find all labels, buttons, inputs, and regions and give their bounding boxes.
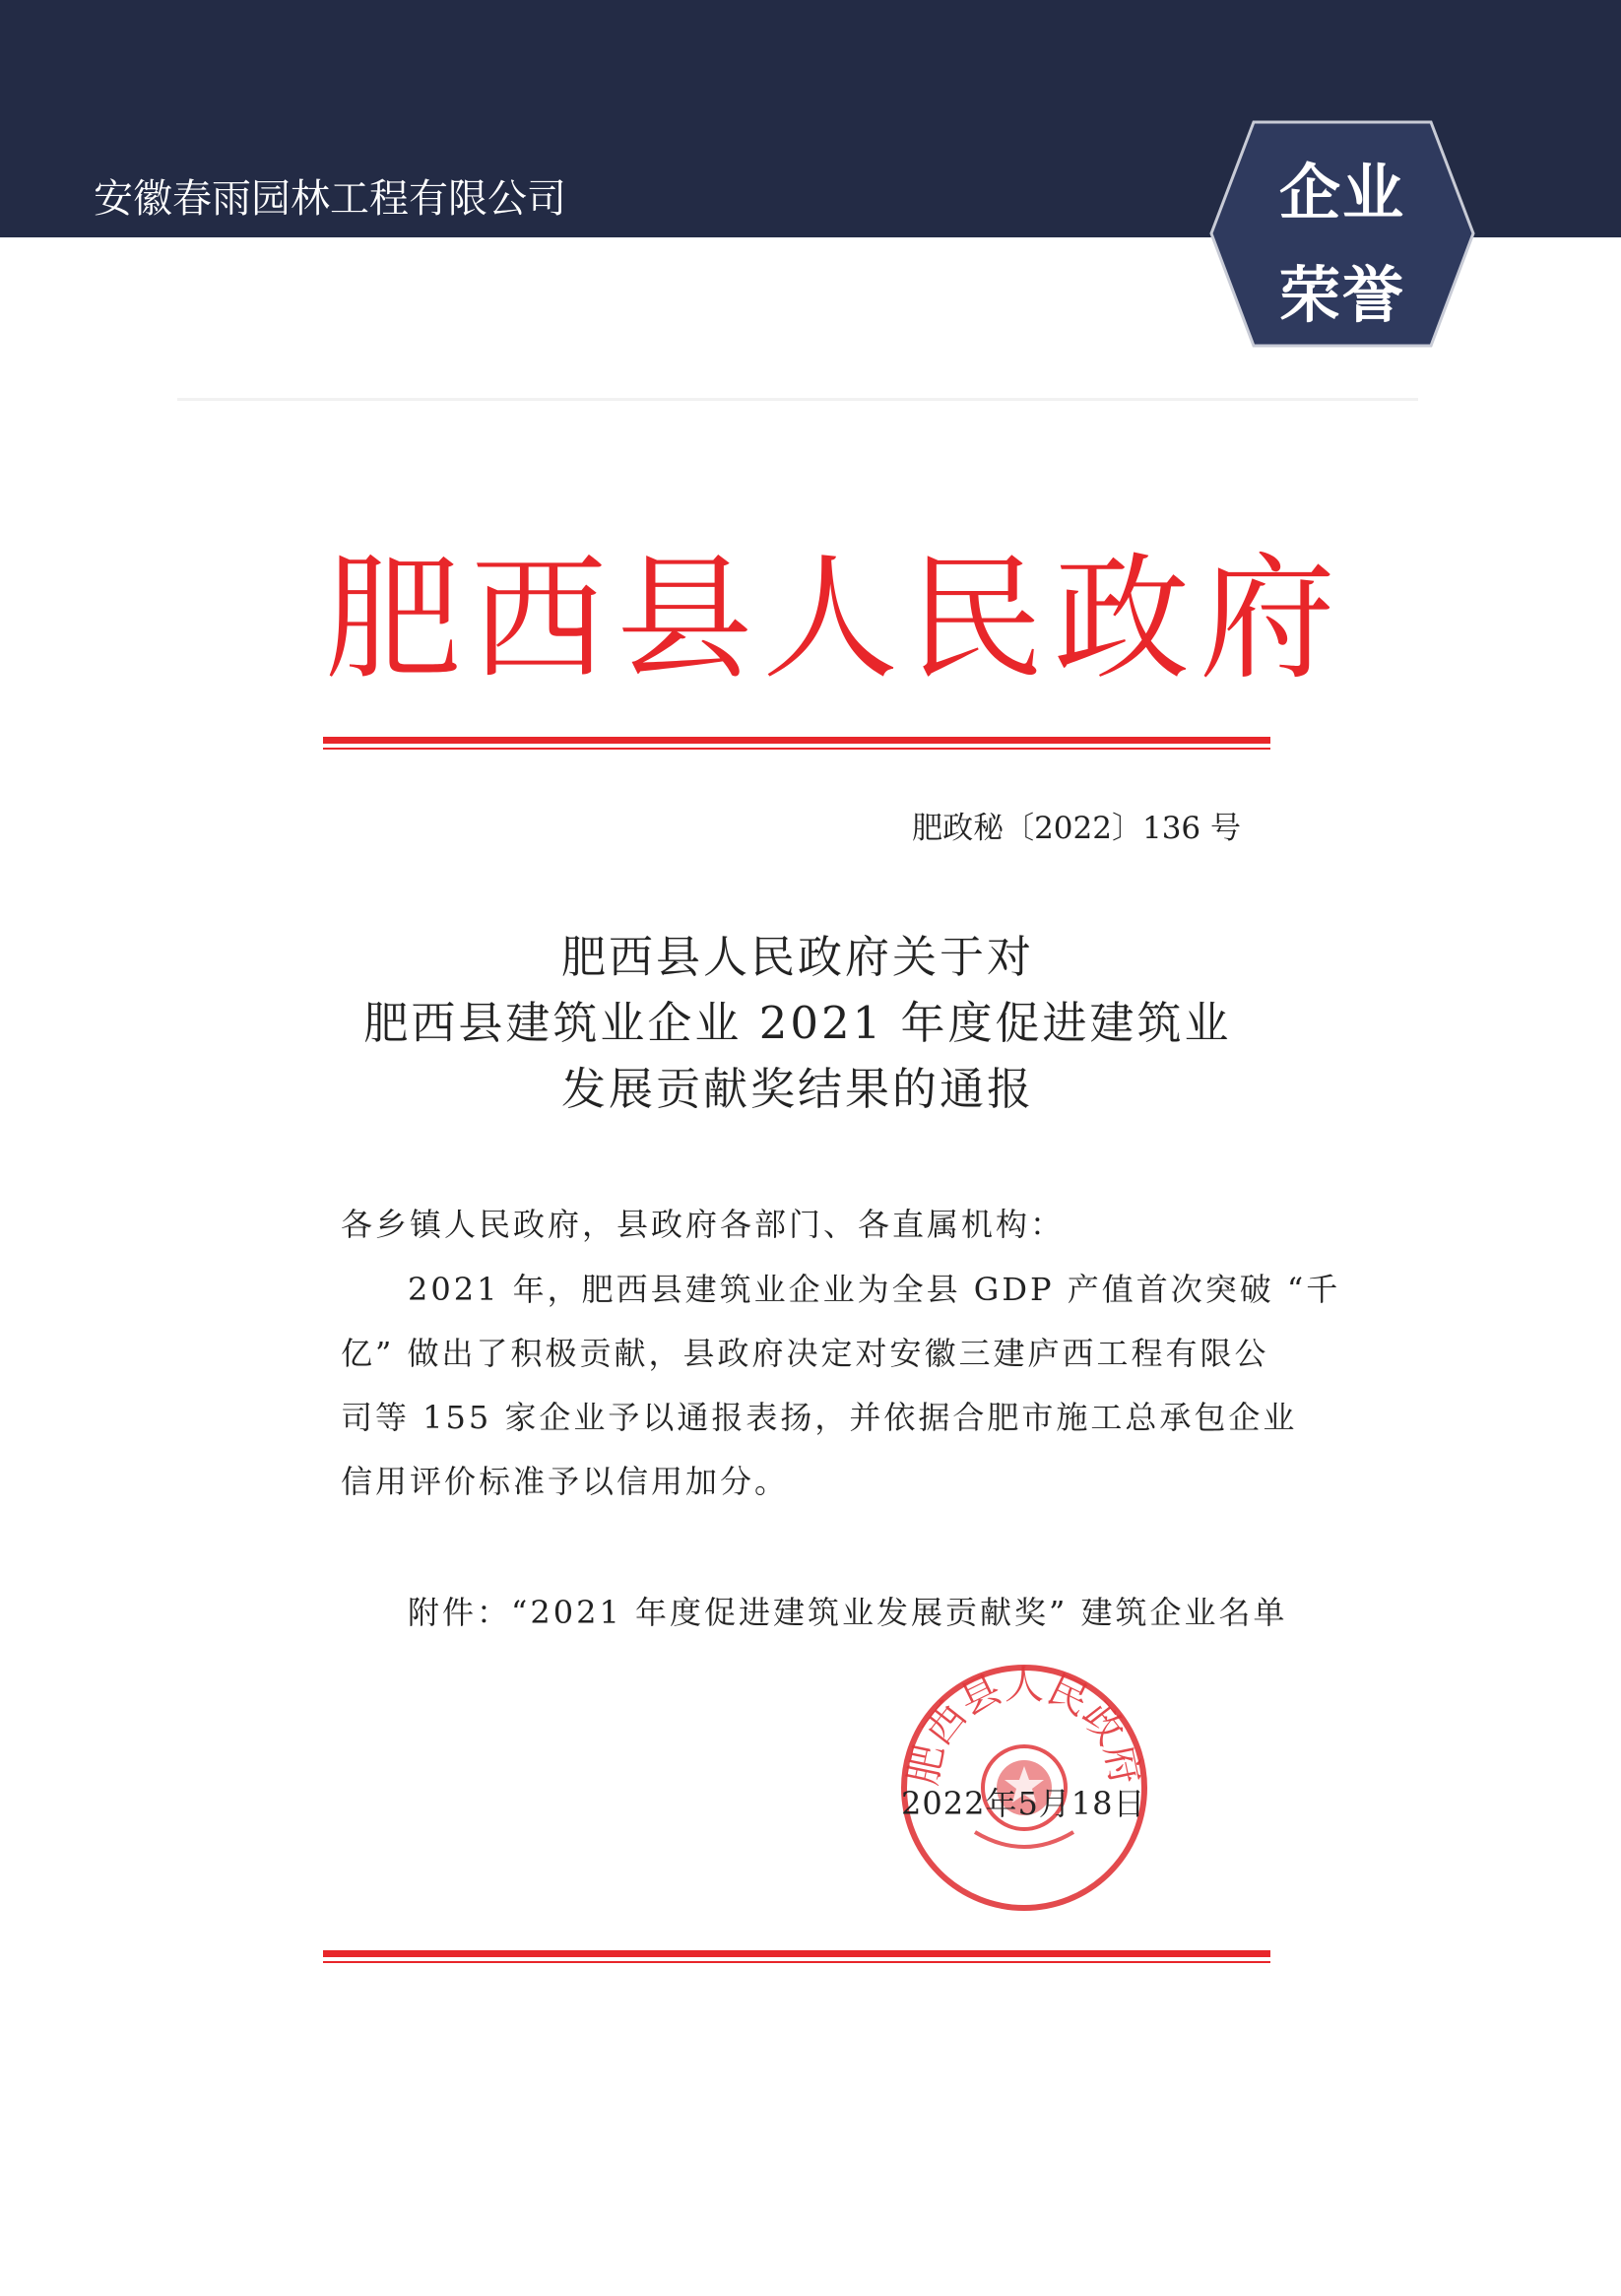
- issuer-title: 肥西县人民政府: [325, 540, 1346, 698]
- red-footer-rule-thin: [323, 1961, 1270, 1963]
- honor-badge: [1209, 118, 1475, 350]
- badge-line-1: 企业: [1278, 157, 1405, 229]
- red-footer-rule: [323, 1950, 1270, 1957]
- notice-title-line: 肥西县建筑业企业 2021 年度促进建筑业: [363, 997, 1232, 1049]
- body-line: 2021 年，肥西县建筑业企业为全县 GDP 产值首次突破 “千: [408, 1271, 1341, 1308]
- body-line: 信用评价标准予以信用加分。: [341, 1463, 790, 1500]
- body-line: 亿” 做出了积极贡献，县政府决定对安徽三建庐西工程有限公: [341, 1335, 1269, 1372]
- document-number: 肥政秘〔2022〕136 号: [912, 811, 1241, 846]
- badge-line-2: 荣誉: [1278, 259, 1405, 331]
- notice-title-line: 肥西县人民政府关于对: [560, 931, 1034, 983]
- issue-date: 2022年5月18日: [901, 1785, 1146, 1822]
- notice-title-line: 发展贡献奖结果的通报: [560, 1063, 1034, 1115]
- body-line: 司等 155 家企业予以通报表扬，并依据合肥市施工总承包企业: [341, 1399, 1298, 1436]
- red-header-rule: [323, 737, 1270, 744]
- notice-title: [325, 924, 1270, 1122]
- svg-text:肥西县人民政府: 肥西县人民政府: [900, 1663, 1148, 1789]
- document-frame-divider: [177, 398, 1418, 401]
- salutation: 各乡镇人民政府，县政府各部门、各直属机构：: [341, 1206, 1066, 1243]
- attachment-note: 附件：“2021 年度促进建筑业发展贡献奖” 建筑企业名单: [408, 1594, 1288, 1631]
- company-name: 安徽春雨园林工程有限公司: [94, 176, 566, 222]
- red-header-rule-thin: [323, 748, 1270, 750]
